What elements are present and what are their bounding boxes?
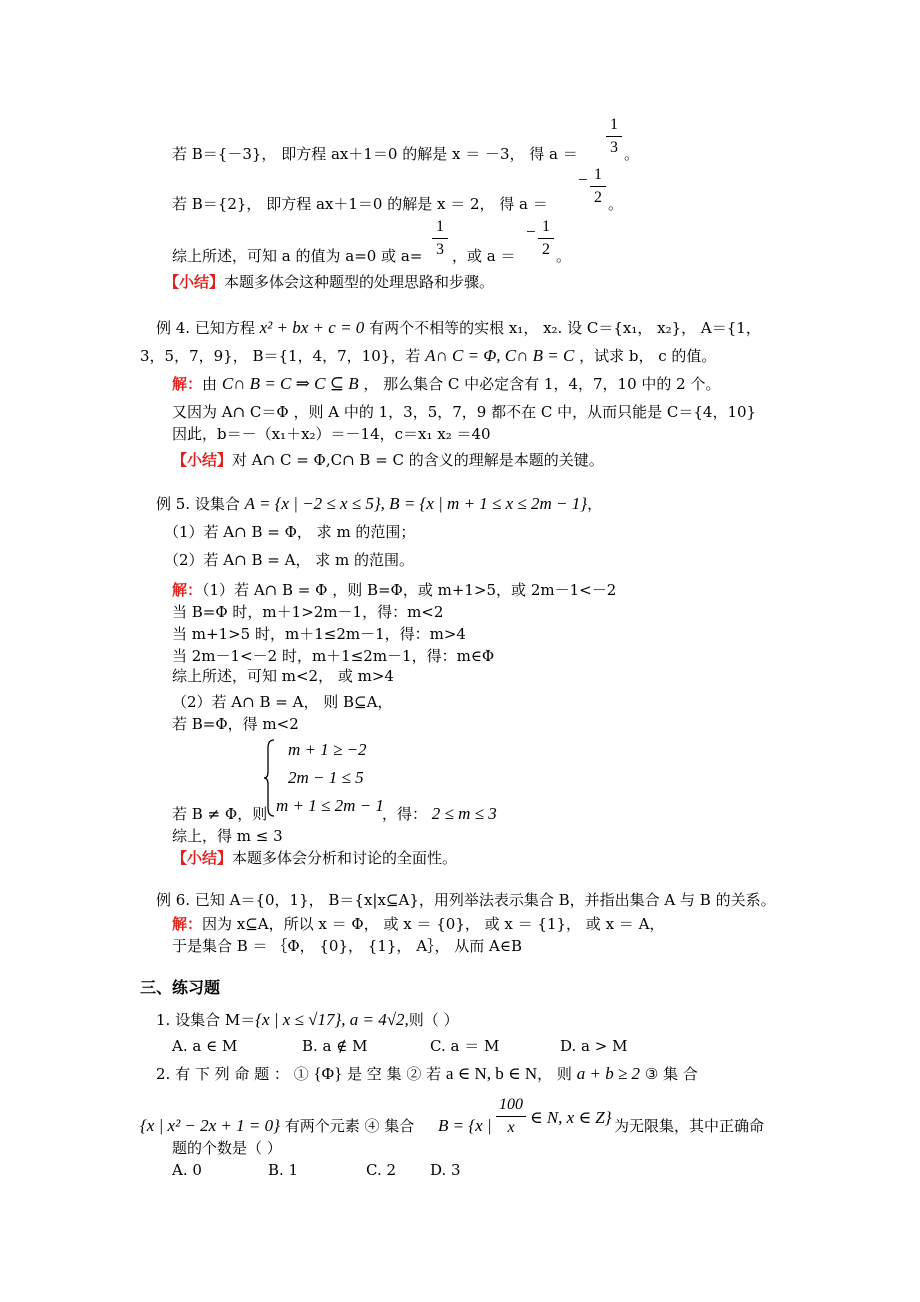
denominator: 2 [542, 241, 550, 258]
summary [164, 272, 494, 292]
text: 例 5. 设集合 [156, 495, 240, 513]
summary [172, 848, 457, 868]
text: 1. 设集合 M＝ [156, 1011, 256, 1029]
numerator: 1 [436, 218, 444, 235]
example-4-solution1 [172, 374, 721, 394]
text: ，试求 b， c 的值。 [579, 347, 717, 365]
text-line: 当 B=Φ 时，m＋1>2m－1，得：m<2 [172, 603, 444, 621]
text-line: 为无限集，其中正确命 [614, 1117, 765, 1135]
fraction [496, 1096, 526, 1137]
system-eq-3: m + 1 ≤ 2m − 1 [276, 796, 384, 815]
example-6-solution1 [172, 914, 664, 934]
example-5-line1 [156, 494, 602, 514]
text-line: 又因为 A∩ C＝Φ ，则 A 中的 1，3，5，7，9 都不在 C 中，从而只能是 C＝{4，10} [172, 403, 757, 421]
example-6-line1: 例 6. 已知 A＝{0，1}， B＝{x|x⊆A}，用列举法表示集合 B，并指出集合 A 与 B 的关系。 [156, 891, 776, 909]
option: A. 0 [172, 1161, 202, 1179]
example-4-line2 [140, 346, 716, 366]
text: ， [587, 495, 603, 513]
equation: A = {x | −2 ≤ x ≤ 5}, B = {x | m + 1 ≤ x ≤ 2m − 1} [244, 494, 588, 513]
text-line: 当 2m－1<－2 时，m＋1≤2m－1，得：m∈Φ [172, 647, 495, 665]
denominator: x [507, 1119, 515, 1136]
text: 是 空 集 ② 若 [347, 1065, 442, 1083]
option: B. a ∉ M [302, 1037, 368, 1055]
system-eq-2: 2m − 1 ≤ 5 [288, 768, 364, 787]
option: A. a ∈ M [172, 1037, 238, 1055]
equation: {Φ} [313, 1064, 343, 1083]
numerator: 1 [610, 116, 618, 133]
summary-text: 本题多体会分析和讨论的全面性。 [232, 849, 458, 867]
text: 例 4. 已知方程 [156, 319, 255, 337]
equation: a + b ≥ 2 [576, 1064, 641, 1083]
text-line: 若 B=Φ，得 m<2 [172, 715, 299, 733]
system-eq-1: m + 1 ≥ −2 [288, 740, 367, 759]
text-line: 若 B ≠ Φ，则 [172, 805, 268, 823]
equation: a ∈ N, b ∈ N [445, 1064, 538, 1083]
text: 3，5，7，9}， B＝{1，4，7，10}，若 [140, 347, 421, 365]
question-1: （1）若 A∩ B = Φ， 求 m 的范围； [164, 523, 416, 541]
fraction-bar [432, 238, 448, 239]
text-line: （2）若 A∩ B = A， 则 B⊆A， [172, 693, 393, 711]
summary-tag: 【小结】 [172, 451, 233, 469]
equation: ∈ N, x ∈ Z} [530, 1108, 612, 1127]
solution-tag: 解： [172, 375, 203, 393]
equation: C∩ B = C ⇒ C ⊆ B [221, 374, 359, 393]
equation: {x | x² − 2x + 1 = 0} [140, 1116, 280, 1135]
text-line: 综上，得 m ≤ 3 [172, 827, 283, 845]
minus-sign: − [578, 170, 588, 189]
text-line: 因此，b＝－（x₁＋x₂）＝－14，c＝x₁ x₂ ＝40 [172, 425, 491, 443]
fraction [590, 166, 606, 207]
text: 2. 有 下 列 命 题 ： ① [156, 1065, 309, 1083]
summary-text: 对 A∩ C = Φ,C∩ B = C 的含义的理解是本题的关键。 [232, 451, 604, 469]
summary-tag: 【小结】 [164, 273, 225, 291]
option: B. 1 [268, 1161, 299, 1179]
option: D. a > M [560, 1037, 628, 1055]
text: ， 那么集合 C 中必定含有 1，4，7，10 中的 2 个。 [363, 375, 721, 393]
equation: x² + bx + c = 0 [259, 318, 365, 337]
fraction-bar [538, 238, 554, 239]
denominator: 3 [436, 241, 444, 258]
fraction [606, 116, 622, 157]
text: 有两个元素 ④ 集合 [284, 1117, 415, 1135]
text-punct: 。 [624, 145, 640, 163]
example-5-solution1 [172, 580, 616, 600]
fraction-bar [590, 186, 606, 187]
summary [172, 450, 604, 470]
equation: {x | x ≤ √17}, a = 4√2, [255, 1010, 409, 1029]
section-title: 三、练习题 [140, 978, 221, 997]
text: 因为 x⊆A，所以 x ＝ Φ， 或 x ＝ {0}， 或 x ＝ {1}， 或 x ＝ A， [202, 915, 665, 933]
text-punct: 。 [608, 195, 624, 213]
equation: 2 ≤ m ≤ 3 [431, 804, 497, 823]
solution-tag: 解： [172, 581, 203, 599]
text: 有两个不相等的实根 x₁， x₂. 设 C＝{x₁， x₂}， A＝{1， [369, 319, 761, 337]
text: （1）若 A∩ B = Φ ，则 B=Φ，或 m+1>5，或 2m－1<－2 [202, 581, 617, 599]
text-line: 若 B＝{2}， 即方程 ax＋1＝0 的解是 x ＝ 2， 得 a ＝ [172, 195, 548, 213]
text: ，得： [382, 805, 428, 823]
summary-tag: 【小结】 [172, 849, 233, 867]
text-punct: 。 [556, 247, 572, 265]
text: ③ 集 合 [644, 1065, 698, 1083]
question-2: （2）若 A∩ B = A， 求 m 的范围。 [164, 551, 414, 569]
example-4-line1 [156, 318, 761, 338]
option: C. a ＝ M [430, 1037, 500, 1055]
fraction [538, 218, 554, 259]
fraction-bar [496, 1116, 526, 1117]
summary-text: 本题多体会这种题型的处理思路和步骤。 [224, 273, 495, 291]
option: C. 2 [366, 1161, 397, 1179]
text-line: 若 B＝{－3}， 即方程 ax＋1＝0 的解是 x ＝ －3， 得 a ＝ [172, 145, 578, 163]
text-line: 当 m+1>5 时，m＋1≤2m－1，得：m>4 [172, 625, 466, 643]
minus-sign: − [526, 222, 536, 241]
text-line [382, 804, 497, 824]
text-line: 综上所述，可知 a 的值为 a=0 或 a= [172, 247, 423, 265]
denominator: 3 [610, 139, 618, 156]
equation: A∩ C = Φ, C∩ B = C [425, 346, 575, 365]
solution-tag: 解： [172, 915, 203, 933]
text: ， 则 [537, 1065, 572, 1083]
exercise-1 [156, 1010, 459, 1030]
text-line: 综上所述，可知 m<2， 或 m>4 [172, 667, 394, 685]
text-line: 于是集合 B ＝ ｛Φ， {0}， {1}， A｝， 从而 A∈B [172, 937, 523, 955]
text-line: 题的个数是（ ） [172, 1139, 282, 1157]
fraction-bar [606, 136, 622, 137]
option: D. 3 [430, 1161, 461, 1179]
exercise-2-line2 [140, 1116, 414, 1136]
numerator: 1 [594, 166, 602, 183]
denominator: 2 [594, 189, 602, 206]
text-line: ，或 a ＝ [452, 247, 516, 265]
text: 由 [202, 375, 218, 393]
equation: B = {x | [438, 1116, 492, 1135]
numerator: 100 [499, 1096, 523, 1113]
fraction [432, 218, 448, 259]
text: 则（ ） [408, 1011, 459, 1029]
numerator: 1 [542, 218, 550, 235]
exercise-2-line1 [156, 1064, 698, 1084]
